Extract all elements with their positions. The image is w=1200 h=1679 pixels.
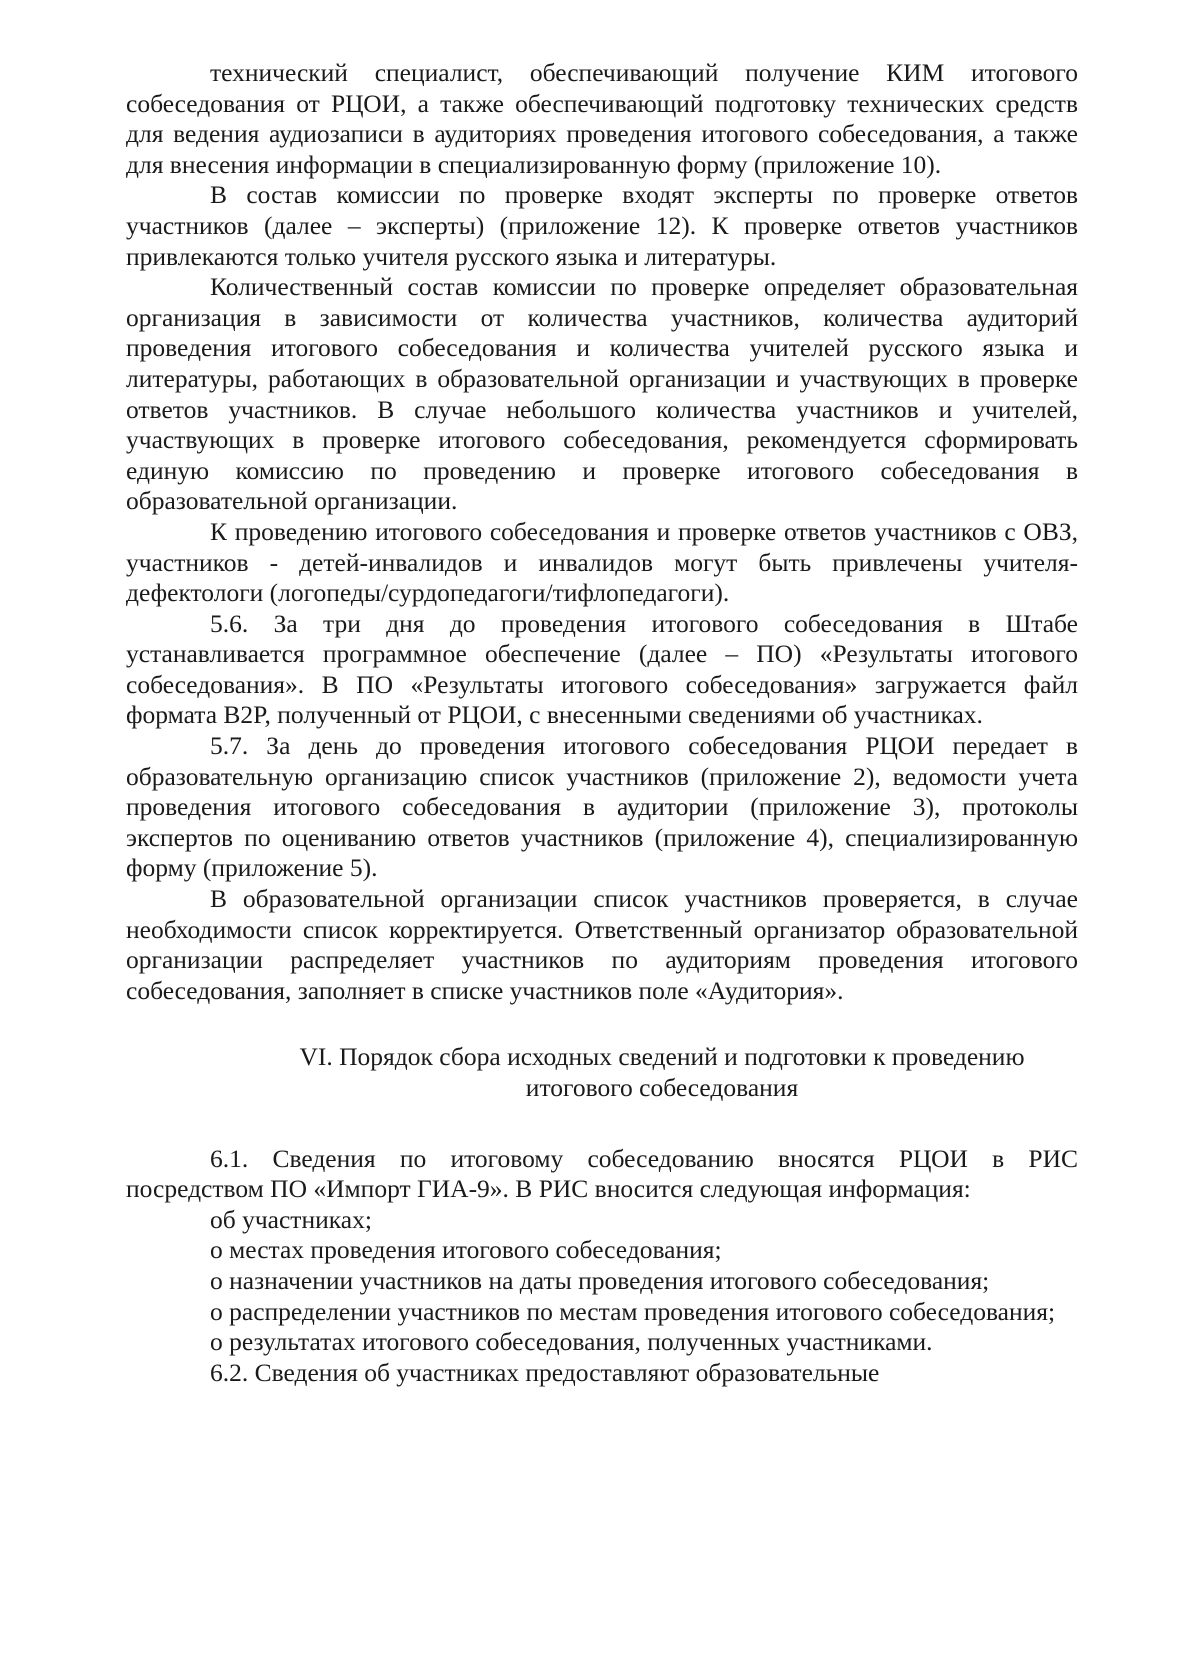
list-item: о распределении участников по местам проведения итогового собеседования; xyxy=(210,1296,1056,1326)
paragraph: Количественный состав комиссии по проверке определяет образовательная организация в зависимости от количества участников, количества аудиторий проведения итогового собеседования и количества учителей русского языка и литературы, работающих в образовательной организации и участвующих в проверке ответов участников. В случае небольшого количества участников и учителей, участвующих в проверке итогового собеседования, рекомендуется сформировать единую комиссию по проведению и проверке итогового собеседования в образовательной организации. xyxy=(126,272,1078,516)
paragraph: В состав комиссии по проверке входят эксперты по проверке ответов участников (далее – эксперты) (приложение 12). К проверке ответов участников привлекаются только учителя русского языка и литературы. xyxy=(126,180,1078,271)
paragraph: К проведению итогового собеседования и проверке ответов участников с ОВЗ, участников - детей-инвалидов и инвалидов могут быть привлечены учителя-дефектологи (логопеды/сурдопедагоги/тифлопедагоги). xyxy=(126,516,1078,608)
paragraph: 6.2. Сведения об участниках предоставляют образовательные xyxy=(210,1357,880,1387)
paragraph: 6.1. Сведения по итоговому собеседованию вносятся РЦОИ в РИС посредством ПО «Импорт ГИА-9». В РИС вносится следующая информация: xyxy=(126,1143,1078,1204)
section-title-line-1: VI. Порядок сбора исходных сведений и подготовки к проведению xyxy=(299,1042,1025,1072)
paragraph: 5.7. За день до проведения итогового собеседования РЦОИ передает в образовательную организацию список участников (приложение 2), ведомости учета проведения итогового собеседования в аудитории (приложение 3), протоколы экспертов по оцениванию ответов участников (приложение 4), специализированную форму (приложение 5). xyxy=(126,731,1078,883)
paragraph: 5.6. За три дня до проведения итогового собеседования в Штабе устанавливается программное обеспечение (далее – ПО) «Результаты итогового собеседования». В ПО «Результаты итогового собеседования» загружается файл формата B2P, полученный от РЦОИ, с внесенными сведениями об участниках. xyxy=(126,608,1078,730)
paragraph: технический специалист, обеспечивающий получение КИМ итогового собеседования от РЦОИ, а также обеспечивающий подготовку технических средств для ведения аудиозаписи в аудиториях проведения итогового собеседования, а также для внесения информации в специализированную форму (приложение 10). xyxy=(126,58,1078,179)
list-item: о назначении участников на даты проведения итогового собеседования; xyxy=(210,1265,990,1295)
section-title-line-2: итогового собеседования xyxy=(525,1073,799,1102)
section-heading xyxy=(126,1042,1078,1103)
paragraph: В образовательной организации список участников проверяется, в случае необходимости список корректируется. Ответственный организатор образовательной организации распределяет участников по аудиториям проведения итогового собеседования, заполняет в списке участников поле «Аудитория». xyxy=(126,884,1078,1005)
list-item: об участниках; xyxy=(210,1204,372,1234)
list-item: о местах проведения итогового собеседования; xyxy=(210,1235,722,1265)
list-item: о результатах итогового собеседования, полученных участниками. xyxy=(210,1327,933,1357)
